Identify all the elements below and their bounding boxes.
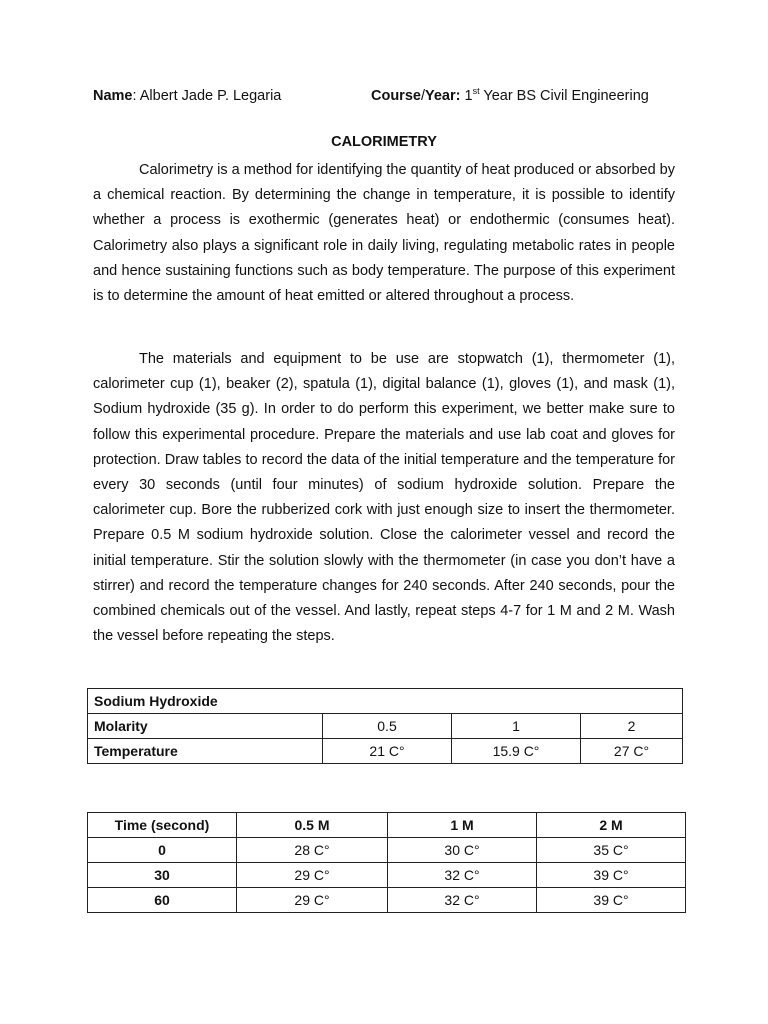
temperature-time-table [87, 812, 686, 913]
document-title: CALORIMETRY [331, 134, 437, 150]
table-cell: 39 C° [537, 888, 686, 913]
table-cell: 21 C° [323, 739, 452, 764]
table-row [88, 689, 683, 714]
sodium-hydroxide-table [87, 688, 683, 764]
table-cell: 29 C° [237, 888, 388, 913]
course-label: Course [371, 88, 421, 104]
table-row [88, 863, 686, 888]
course-value-prefix: 1 [460, 88, 473, 104]
table-row [88, 714, 683, 739]
table-cell: 32 C° [388, 888, 537, 913]
table-cell: 0 [88, 838, 237, 863]
row-label: Temperature [88, 739, 323, 764]
name-value: : Albert Jade P. Legaria [132, 88, 282, 104]
table-cell: 29 C° [237, 863, 388, 888]
course-value-suffix: Year BS Civil Engineering [479, 88, 649, 104]
table-cell: 15.9 C° [452, 739, 581, 764]
table-row [88, 888, 686, 913]
course-value-sup: st [472, 86, 480, 96]
table-cell: 60 [88, 888, 237, 913]
table-cell: 30 [88, 863, 237, 888]
paragraph-procedure: The materials and equipment to be use are stopwatch (1), thermometer (1), calorimeter cup (1), beaker (2), spatula (1), digital balance (1), gloves (1), and mask (1), Sodium hydroxide (35 g). In order to do perform this experiment, we better make sure to follow this experimental procedure. Prepare the materials and use lab coat and gloves for protection. Draw tables to record the data of the initial temperature and the temperature for every 30 seconds (until four minutes) of sodium hydroxide solution. Prepare the calorimeter cup. Bore the rubberized cork with just enough size to insert the thermometer. Prepare 0.5 M sodium hydroxide solution. Close the calorimeter vessel and record the initial temperature. Stir the solution slowly with the thermometer (in case you don’t have a stirrer) and record the temperature changes for 240 seconds. After 240 seconds, pour the combined chemicals out of the vessel. And lastly, repeat steps 4-7 for 1 M and 2 M. Wash the vessel before repeating the steps. [93, 351, 675, 645]
column-header: Time (second) [88, 813, 237, 838]
table-cell: 28 C° [237, 838, 388, 863]
table-cell: 32 C° [388, 863, 537, 888]
column-header: 1 M [388, 813, 537, 838]
name-label: Name [93, 88, 133, 104]
student-name [93, 86, 281, 106]
column-header: 2 M [537, 813, 686, 838]
table-cell: 30 C° [388, 838, 537, 863]
column-header: 0.5 M [237, 813, 388, 838]
table-title: Sodium Hydroxide [88, 689, 683, 714]
table-cell: 39 C° [537, 863, 686, 888]
course-year [371, 86, 649, 106]
table-cell: 2 [581, 714, 683, 739]
course-separator: / [420, 88, 425, 104]
table-row [88, 838, 686, 863]
table-row [88, 739, 683, 764]
table-header-row [88, 813, 686, 838]
table-cell: 27 C° [581, 739, 683, 764]
year-label: Year: [425, 88, 461, 104]
table-cell: 35 C° [537, 838, 686, 863]
row-label: Molarity [88, 714, 323, 739]
paragraph-intro: Calorimetry is a method for identifying the quantity of heat produced or absorbed by a chemical reaction. By determining the change in temperature, it is possible to identify whether a process is exothermic (generates heat) or endothermic (consumes heat). Calorimetry also plays a significant role in daily living, regulating metabolic rates in people and hence sustaining functions such as body temperature. The purpose of this experiment is to determine the amount of heat emitted or altered throughout a process. [93, 162, 675, 305]
table-cell: 0.5 [323, 714, 452, 739]
table-cell: 1 [452, 714, 581, 739]
